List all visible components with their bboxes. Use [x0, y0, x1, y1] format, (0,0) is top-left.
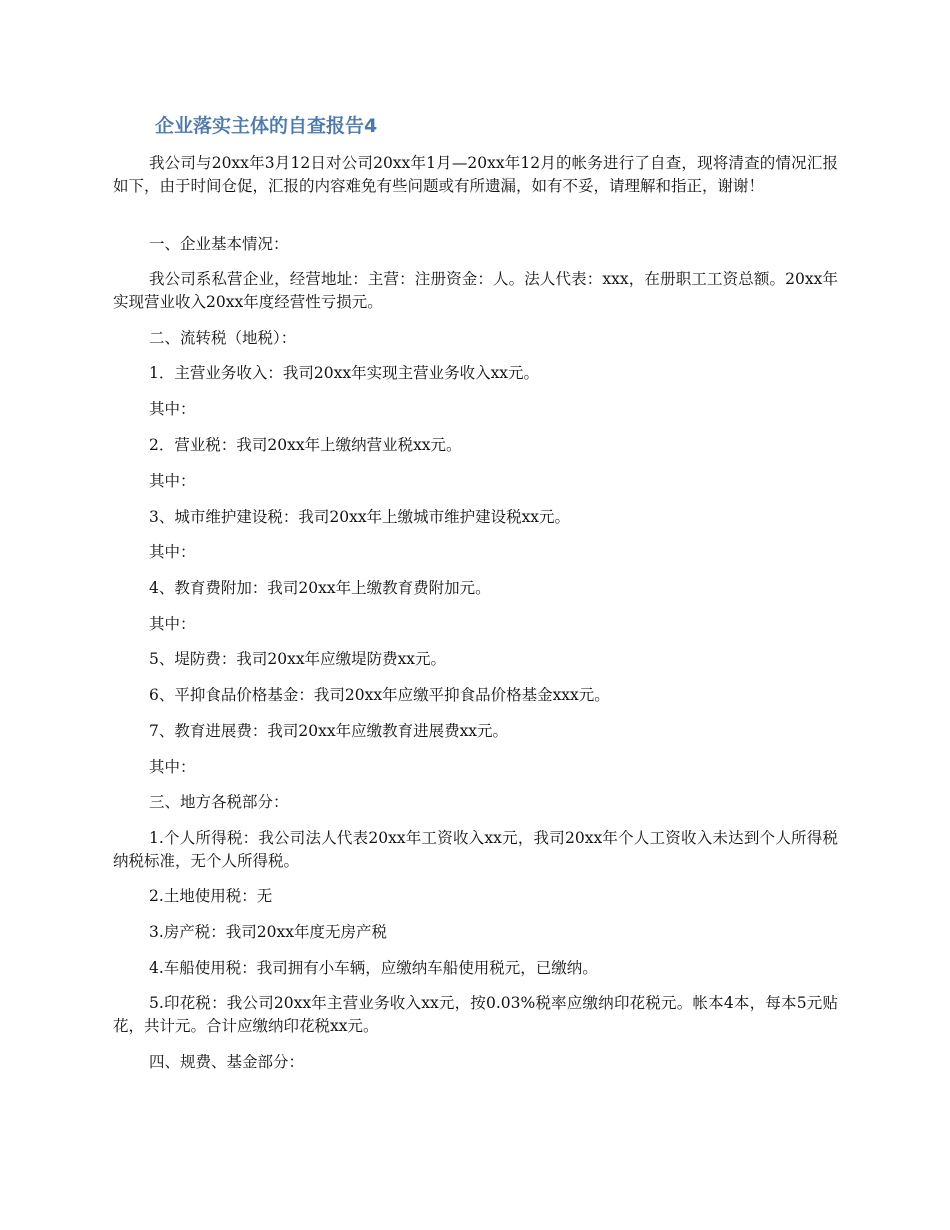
- paragraph-education-development-fee: 7、教育进展费：我司20xx年应缴教育进展费xx元。: [149, 722, 509, 740]
- paragraph-among: 其中：: [149, 615, 196, 633]
- paragraph-dike-fee: 5、堤防费：我司20xx年应缴堤防费xx元。: [149, 650, 447, 668]
- paragraph-food-price-fund: 6、平抑食品价格基金：我司20xx年应缴平抑食品价格基金xxx元。: [149, 686, 610, 704]
- paragraph-among: 其中：: [149, 758, 196, 776]
- paragraph-among: 其中：: [149, 472, 196, 490]
- paragraph-urban-construction-tax: 3、城市维护建设税：我司20xx年上缴城市维护建设税xx元。: [149, 508, 571, 526]
- document-title: 企业落实主体的自查报告4: [155, 115, 378, 137]
- paragraph-section-4-heading: 四、规费、基金部分：: [149, 1053, 305, 1071]
- paragraph-company-info: 我公司系私营企业，经营地址：主营：注册资金：人。法人代表：xxx，在册职工工资总额。20xx年实现营业收入20xx年度经营性亏损元。: [113, 270, 838, 311]
- paragraph-section-3-heading: 三、地方各税部分：: [149, 793, 289, 811]
- paragraph-property-tax: 3.房产税：我司20xx年度无房产税: [149, 923, 387, 941]
- paragraph-among: 其中：: [149, 543, 196, 561]
- paragraph-business-tax: 2．营业税：我司20xx年上缴纳营业税xx元。: [149, 436, 462, 454]
- paragraph-income-tax: 1.个人所得税：我公司法人代表20xx年工资收入xx元，我司20xx年个人工资收入未达到个人所得税纳税标准，无个人所得税。: [113, 829, 838, 870]
- paragraph-stamp-tax: 5.印花税：我公司20xx年主营业务收入xx元，按0.03%税率应缴纳印花税元。帐本4本，每本5元贴花，共计元。合计应缴纳印花税xx元。: [113, 994, 838, 1035]
- paragraph-education-surcharge: 4、教育费附加：我司20xx年上缴教育费附加元。: [149, 579, 491, 597]
- paragraph-intro: 我公司与20xx年3月12日对公司20xx年1月—20xx年12月的帐务进行了自查，现将清查的情况汇报如下，由于时间仓促，汇报的内容难免有些问题或有所遗漏，如有不妥，请理解和指正，谢谢！: [113, 154, 838, 195]
- paragraph-section-2-heading: 二、流转税（地税）：: [149, 329, 297, 347]
- paragraph-section-1-heading: 一、企业基本情况：: [149, 235, 289, 253]
- paragraph-vehicle-tax: 4.车船使用税：我司拥有小车辆，应缴纳车船使用税元，已缴纳。: [149, 959, 598, 977]
- paragraph-main-revenue: 1．主营业务收入：我司20xx年实现主营业务收入xx元。: [149, 364, 540, 382]
- paragraph-land-use-tax: 2.土地使用税：无: [149, 887, 273, 905]
- paragraph-among: 其中：: [149, 400, 196, 418]
